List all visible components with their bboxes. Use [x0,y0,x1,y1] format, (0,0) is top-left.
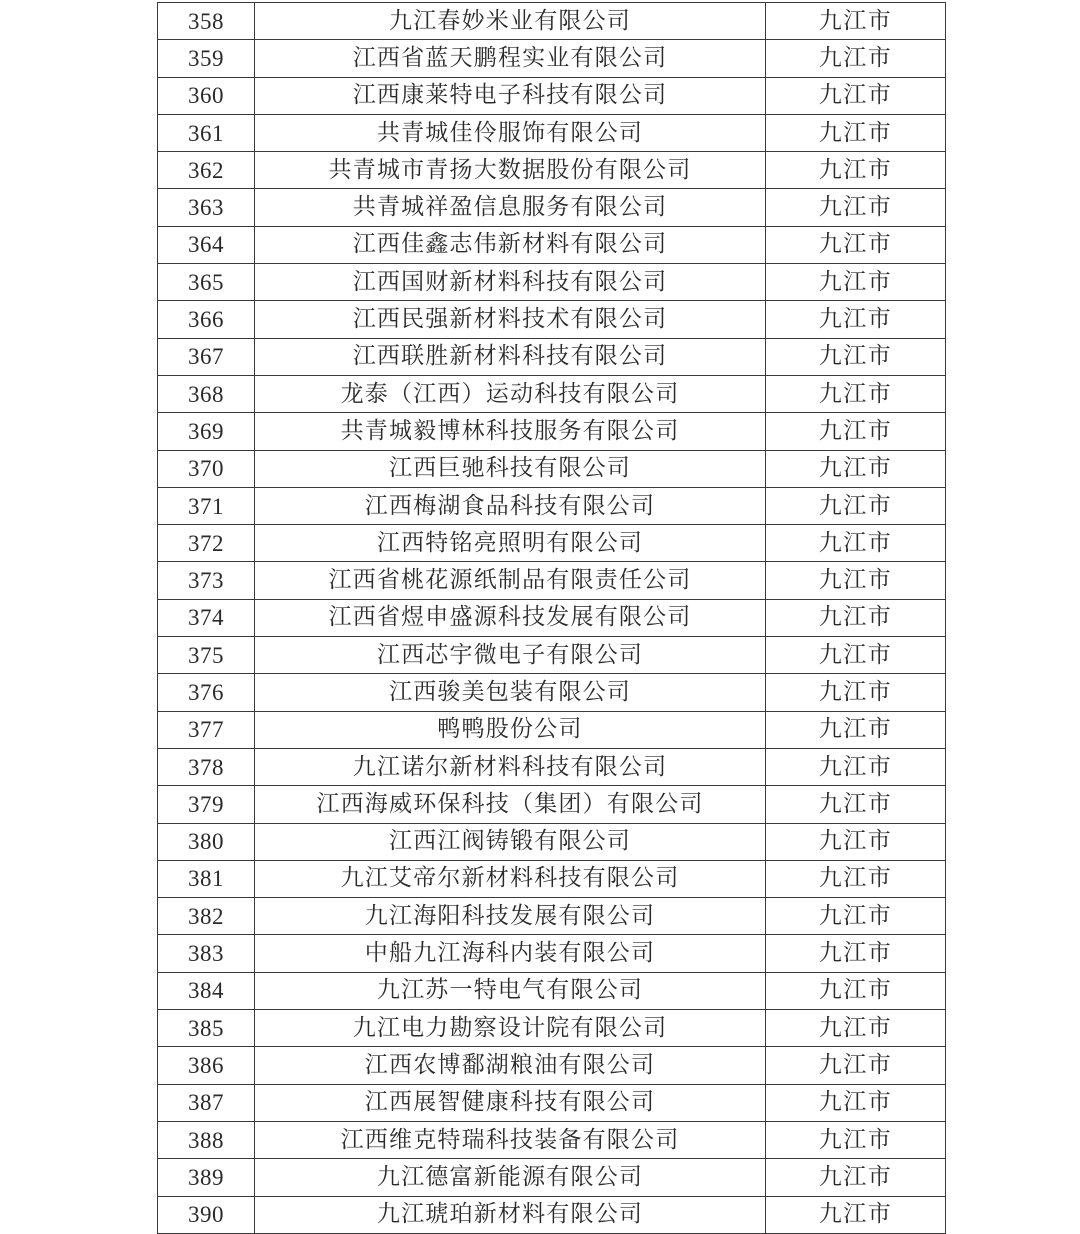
table-row [158,525,946,562]
row-number-cell: 362 [158,152,255,189]
row-number-cell: 389 [158,1159,255,1196]
company-name-cell: 江西民强新材料技术有限公司 [255,301,766,338]
company-name-cell: 中船九江海科内装有限公司 [255,935,766,972]
row-number-cell: 367 [158,338,255,375]
row-number-cell: 358 [158,3,255,40]
table-row [158,599,946,636]
city-cell: 九江市 [766,114,946,151]
row-number-cell: 376 [158,674,255,711]
city-cell: 九江市 [766,450,946,487]
row-number-cell: 381 [158,860,255,897]
city-cell: 九江市 [766,562,946,599]
row-number-cell: 379 [158,786,255,823]
table-row [158,450,946,487]
company-name-cell: 江西联胜新材料科技有限公司 [255,338,766,375]
company-name-cell: 九江电力勘察设计院有限公司 [255,1010,766,1047]
city-cell: 九江市 [766,77,946,114]
table-row [158,1010,946,1047]
city-cell: 九江市 [766,599,946,636]
city-cell: 九江市 [766,1010,946,1047]
city-cell: 九江市 [766,413,946,450]
table-row [158,860,946,897]
table-row [158,935,946,972]
company-name-cell: 江西省蓝天鹏程实业有限公司 [255,40,766,77]
row-number-cell: 385 [158,1010,255,1047]
row-number-cell: 384 [158,972,255,1009]
city-cell: 九江市 [766,525,946,562]
row-number-cell: 378 [158,748,255,785]
city-cell: 九江市 [766,972,946,1009]
row-number-cell: 374 [158,599,255,636]
table-row [158,637,946,674]
row-number-cell: 373 [158,562,255,599]
row-number-cell: 383 [158,935,255,972]
table-row [158,114,946,151]
row-number-cell: 369 [158,413,255,450]
row-number-cell: 375 [158,637,255,674]
city-cell: 九江市 [766,637,946,674]
company-name-cell: 江西省桃花源纸制品有限责任公司 [255,562,766,599]
city-cell: 九江市 [766,711,946,748]
company-name-cell: 江西农博鄱湖粮油有限公司 [255,1047,766,1084]
company-name-cell: 九江苏一特电气有限公司 [255,972,766,1009]
table-row [158,972,946,1009]
company-name-cell: 九江海阳科技发展有限公司 [255,898,766,935]
city-cell: 九江市 [766,823,946,860]
table-row [158,487,946,524]
company-name-cell: 九江琥珀新材料有限公司 [255,1196,766,1233]
row-number-cell: 370 [158,450,255,487]
company-name-cell: 江西芯宇微电子有限公司 [255,637,766,674]
table-row [158,1047,946,1084]
company-name-cell: 江西梅湖食品科技有限公司 [255,487,766,524]
city-cell: 九江市 [766,1084,946,1121]
table-row [158,189,946,226]
table-row [158,413,946,450]
company-name-cell: 共青城毅博林科技服务有限公司 [255,413,766,450]
company-name-cell: 鸭鸭股份公司 [255,711,766,748]
company-name-cell: 江西特铭亮照明有限公司 [255,525,766,562]
company-name-cell: 江西佳鑫志伟新材料有限公司 [255,226,766,263]
table-row [158,711,946,748]
table-row [158,562,946,599]
city-cell: 九江市 [766,226,946,263]
table-row [158,77,946,114]
company-name-cell: 九江诺尔新材料科技有限公司 [255,748,766,785]
city-cell: 九江市 [766,152,946,189]
table-row [158,823,946,860]
city-cell: 九江市 [766,860,946,897]
city-cell: 九江市 [766,3,946,40]
city-cell: 九江市 [766,1159,946,1196]
row-number-cell: 365 [158,264,255,301]
table-row [158,264,946,301]
table-row [158,3,946,40]
row-number-cell: 360 [158,77,255,114]
table-row [158,674,946,711]
row-number-cell: 364 [158,226,255,263]
table-row [158,226,946,263]
company-name-cell: 江西海威环保科技（集团）有限公司 [255,786,766,823]
table-row [158,1196,946,1233]
city-cell: 九江市 [766,1121,946,1158]
city-cell: 九江市 [766,1047,946,1084]
table-row [158,1159,946,1196]
city-cell: 九江市 [766,189,946,226]
table-row [158,40,946,77]
company-name-cell: 共青城市青扬大数据股份有限公司 [255,152,766,189]
city-cell: 九江市 [766,898,946,935]
table-row [158,375,946,412]
row-number-cell: 388 [158,1121,255,1158]
row-number-cell: 366 [158,301,255,338]
company-name-cell: 江西国财新材料科技有限公司 [255,264,766,301]
row-number-cell: 371 [158,487,255,524]
company-name-cell: 共青城祥盈信息服务有限公司 [255,189,766,226]
row-number-cell: 386 [158,1047,255,1084]
table-row [158,301,946,338]
company-name-cell: 江西维克特瑞科技装备有限公司 [255,1121,766,1158]
company-name-cell: 江西骏美包装有限公司 [255,674,766,711]
row-number-cell: 387 [158,1084,255,1121]
city-cell: 九江市 [766,375,946,412]
row-number-cell: 372 [158,525,255,562]
row-number-cell: 363 [158,189,255,226]
company-name-cell: 江西江阀铸锻有限公司 [255,823,766,860]
company-name-cell: 九江德富新能源有限公司 [255,1159,766,1196]
city-cell: 九江市 [766,748,946,785]
company-list-table [157,2,946,1234]
row-number-cell: 382 [158,898,255,935]
company-name-cell: 江西巨驰科技有限公司 [255,450,766,487]
city-cell: 九江市 [766,338,946,375]
row-number-cell: 390 [158,1196,255,1233]
city-cell: 九江市 [766,935,946,972]
row-number-cell: 368 [158,375,255,412]
table-row [158,748,946,785]
city-cell: 九江市 [766,301,946,338]
company-name-cell: 共青城佳伶服饰有限公司 [255,114,766,151]
row-number-cell: 359 [158,40,255,77]
company-name-cell: 龙泰（江西）运动科技有限公司 [255,375,766,412]
table-row [158,898,946,935]
company-name-cell: 九江艾帝尔新材料科技有限公司 [255,860,766,897]
company-name-cell: 江西展智健康科技有限公司 [255,1084,766,1121]
table-row [158,786,946,823]
row-number-cell: 377 [158,711,255,748]
company-name-cell: 江西康莱特电子科技有限公司 [255,77,766,114]
table-body [158,3,946,1234]
table-row [158,1121,946,1158]
city-cell: 九江市 [766,264,946,301]
table-row [158,1084,946,1121]
city-cell: 九江市 [766,674,946,711]
city-cell: 九江市 [766,40,946,77]
table-row [158,338,946,375]
table-row [158,152,946,189]
row-number-cell: 380 [158,823,255,860]
row-number-cell: 361 [158,114,255,151]
company-name-cell: 江西省煜申盛源科技发展有限公司 [255,599,766,636]
company-name-cell: 九江春妙米业有限公司 [255,3,766,40]
city-cell: 九江市 [766,487,946,524]
city-cell: 九江市 [766,786,946,823]
city-cell: 九江市 [766,1196,946,1233]
